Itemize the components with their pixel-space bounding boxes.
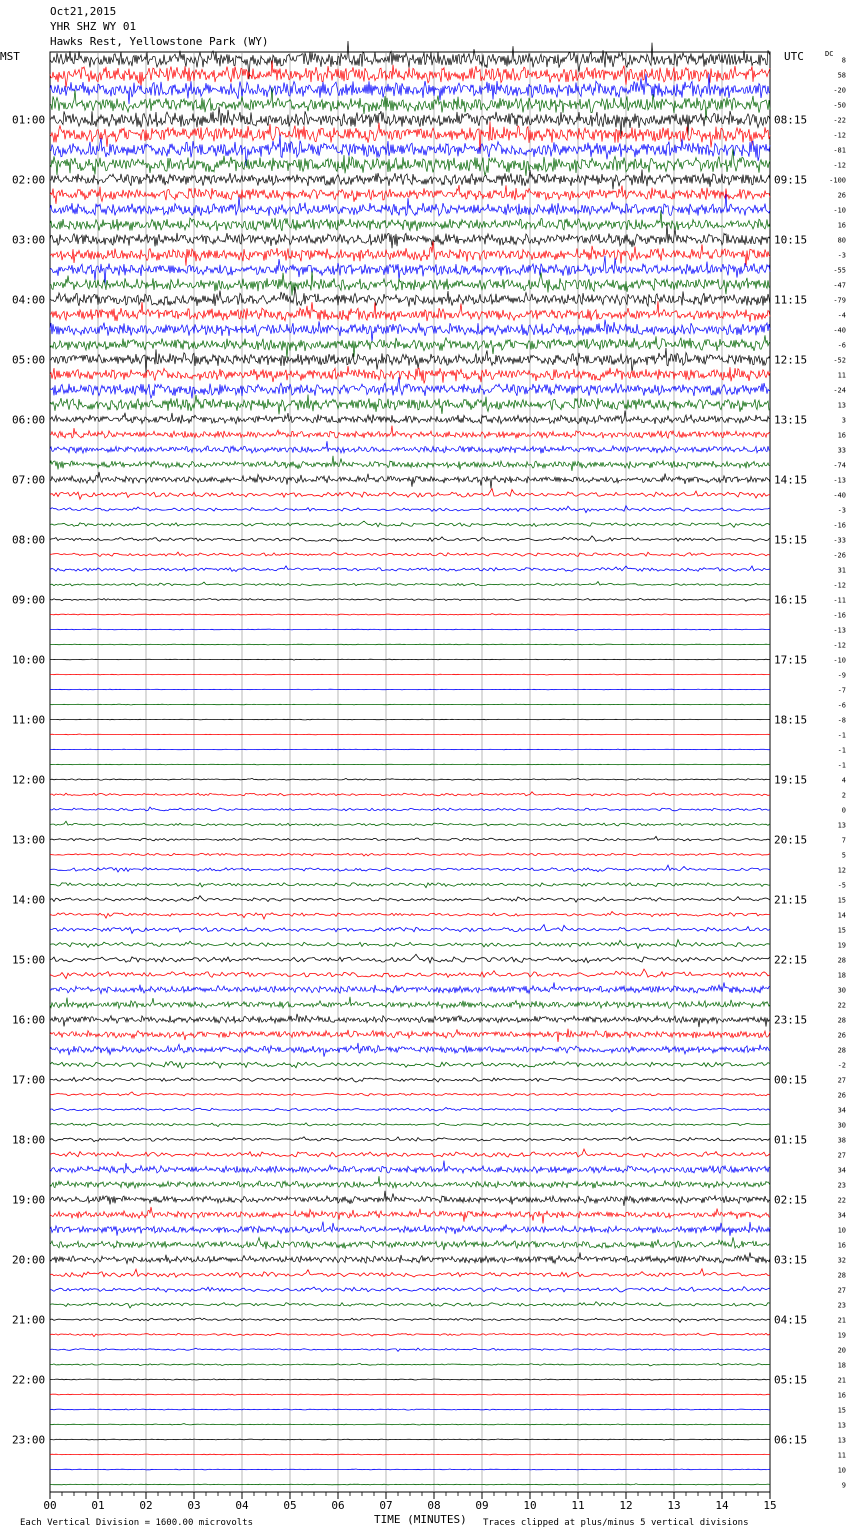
dc-offset-label: -7	[837, 686, 846, 695]
utc-hour-label: 15:15	[774, 533, 808, 547]
mst-hour-label: 15:00	[12, 953, 46, 967]
utc-hour-label: 08:15	[774, 113, 808, 127]
trace-3	[50, 87, 770, 120]
x-tick-label: 06	[331, 1499, 345, 1512]
x-tick-label: 11	[571, 1499, 585, 1512]
trace-94	[50, 1469, 770, 1470]
dc-offset-label: 10	[837, 1226, 846, 1235]
dc-offset-label: 15	[837, 896, 846, 905]
utc-hour-label: 20:15	[774, 833, 808, 847]
trace-78	[50, 1222, 770, 1236]
trace-77	[50, 1207, 770, 1224]
mst-hour-label: 21:00	[12, 1313, 46, 1327]
dc-offset-label: -8	[837, 716, 846, 725]
dc-offset-label: 28	[837, 1016, 846, 1025]
trace-84	[50, 1318, 770, 1322]
mst-hour-label: 18:00	[12, 1133, 46, 1147]
x-axis-label: TIME (MINUTES)	[374, 1513, 467, 1526]
mst-hour-label: 23:00	[12, 1433, 46, 1447]
dc-offset-label: -13	[833, 626, 846, 635]
utc-hour-label: 11:15	[774, 293, 808, 307]
dc-offset-label: -1	[837, 731, 846, 740]
dc-offset-label: -6	[837, 341, 846, 350]
trace-47	[50, 764, 770, 765]
trace-70	[50, 1107, 770, 1111]
dc-offset-label: -81	[833, 146, 846, 155]
dc-offset-label: -3	[837, 251, 846, 260]
trace-46	[50, 749, 770, 750]
trace-32	[50, 536, 770, 541]
trace-81	[50, 1269, 770, 1278]
mst-hour-label: 17:00	[12, 1073, 46, 1087]
axis-ticks	[50, 1492, 770, 1499]
dc-offset-label: 27	[837, 1286, 846, 1295]
mst-hour-label: 16:00	[12, 1013, 46, 1027]
x-tick-label: 00	[43, 1499, 57, 1512]
mst-hour-label: 05:00	[12, 353, 46, 367]
utc-hour-label: 19:15	[774, 773, 808, 787]
utc-hour-label: 12:15	[774, 353, 808, 367]
trace-15	[50, 271, 770, 295]
dc-offset-label: 31	[837, 566, 846, 575]
trace-20	[50, 348, 770, 373]
utc-hour-label: 18:15	[774, 713, 808, 727]
dc-offset-label: 16	[837, 1241, 846, 1250]
trace-23	[50, 395, 770, 415]
dc-offset-label: 38	[837, 1136, 846, 1145]
trace-38	[50, 629, 770, 630]
trace-49	[50, 792, 770, 796]
trace-68	[50, 1077, 770, 1082]
dc-offset-label: 7	[841, 836, 846, 845]
utc-hour-label: 03:15	[774, 1253, 808, 1267]
mst-hour-label: 12:00	[12, 773, 46, 787]
dc-offset-label: -10	[833, 656, 846, 665]
dc-offset-label: 2	[841, 791, 846, 800]
dc-offset-label: 58	[837, 71, 846, 80]
dc-offset-label: 33	[837, 446, 846, 455]
trace-71	[50, 1123, 770, 1127]
dc-offset-label: -9	[837, 671, 846, 680]
utc-hour-label: 09:15	[774, 173, 808, 187]
dc-offset-label: 18	[837, 971, 846, 980]
trace-53	[50, 853, 770, 856]
utc-hour-label: 16:15	[774, 593, 808, 607]
x-tick-label: 02	[139, 1499, 153, 1512]
trace-54	[50, 865, 770, 872]
dc-offset-label: 18	[837, 1361, 846, 1370]
dc-offset-label: -74	[833, 461, 846, 470]
dc-offset-label: -3	[837, 506, 846, 515]
dc-offset-label: -55	[833, 266, 846, 275]
dc-offset-label: 26	[837, 1031, 846, 1040]
dc-offset-label: 15	[837, 926, 846, 935]
dc-offset-label: 32	[837, 1256, 846, 1265]
trace-8	[50, 170, 770, 190]
trace-33	[50, 552, 770, 556]
dc-offset-label: 28	[837, 1046, 846, 1055]
dc-offset-label: -79	[833, 296, 846, 305]
dc-offset-label: 22	[837, 1196, 846, 1205]
right-axis-title: UTC	[784, 50, 804, 63]
trace-60	[50, 954, 770, 963]
trace-85	[50, 1333, 770, 1337]
trace-44	[50, 719, 770, 720]
trace-34	[50, 566, 770, 572]
mst-hour-label: 11:00	[12, 713, 46, 727]
dc-offset-label: -4	[837, 311, 846, 320]
dc-column-title: DC	[825, 50, 834, 58]
mst-hour-label: 01:00	[12, 113, 46, 127]
mst-hour-label: 02:00	[12, 173, 46, 187]
utc-hour-label: 02:15	[774, 1193, 808, 1207]
dc-offset-label: 26	[837, 191, 846, 200]
dc-offset-label: 27	[837, 1151, 846, 1160]
trace-58	[50, 925, 770, 934]
trace-6	[50, 135, 770, 166]
mst-hour-label: 08:00	[12, 533, 46, 547]
dc-offset-label: -5	[837, 881, 846, 890]
dc-offset-label: 34	[837, 1106, 846, 1115]
station-location: Hawks Rest, Yellowstone Park (WY)	[50, 35, 269, 48]
trace-91	[50, 1424, 770, 1425]
utc-hour-label: 10:15	[774, 233, 808, 247]
dc-offset-label: 80	[837, 236, 846, 245]
dc-offset-label: -50	[833, 101, 846, 110]
dc-offset-label: 3	[841, 416, 846, 425]
dc-offset-label: -2	[837, 1061, 846, 1070]
dc-offset-label: 13	[837, 1421, 846, 1430]
trace-45	[50, 734, 770, 735]
dc-offset-label: 28	[837, 1271, 846, 1280]
dc-offset-label: 9	[841, 1481, 846, 1490]
dc-offset-label: 0	[841, 806, 846, 815]
dc-offset-label: 26	[837, 1091, 846, 1100]
dc-offset-label: 30	[837, 1121, 846, 1130]
trace-22	[50, 377, 770, 398]
trace-lines	[50, 41, 770, 1485]
dc-offset-label: 23	[837, 1181, 846, 1190]
dc-offset-label: -16	[833, 521, 846, 530]
dc-offset-label: 16	[837, 431, 846, 440]
dc-offset-label: 23	[837, 1301, 846, 1310]
trace-35	[50, 582, 770, 586]
mst-hour-label: 04:00	[12, 293, 46, 307]
scale-note: Each Vertical Division = 1600.00 microvolts	[20, 1518, 253, 1528]
trace-64	[50, 1014, 770, 1027]
mst-hour-label: 22:00	[12, 1373, 46, 1387]
trace-63	[50, 997, 770, 1009]
trace-31	[50, 521, 770, 527]
dc-offset-label: 11	[837, 371, 846, 380]
dc-offset-label: -16	[833, 611, 846, 620]
trace-25	[50, 426, 770, 439]
mst-hour-label: 10:00	[12, 653, 46, 667]
dc-offset-label: 15	[837, 1406, 846, 1415]
trace-65	[50, 1029, 770, 1042]
trace-95	[50, 1484, 770, 1485]
trace-59	[50, 940, 770, 949]
trace-16	[50, 287, 770, 307]
dc-offset-label: 19	[837, 941, 846, 950]
clip-note: Traces clipped at plus/minus 5 vertical divisions	[483, 1518, 749, 1528]
trace-92	[50, 1439, 770, 1440]
trace-88	[50, 1379, 770, 1380]
x-tick-label: 13	[667, 1499, 681, 1512]
trace-90	[50, 1409, 770, 1410]
trace-52	[50, 836, 770, 841]
trace-75	[50, 1176, 770, 1188]
x-tick-label: 15	[763, 1499, 777, 1512]
trace-72	[50, 1137, 770, 1142]
trace-80	[50, 1252, 770, 1263]
dc-offset-label: -22	[833, 116, 846, 125]
trace-9	[50, 185, 770, 204]
utc-hour-label: 06:15	[774, 1433, 808, 1447]
x-tick-label: 05	[283, 1499, 297, 1512]
dc-offset-label: -12	[833, 581, 846, 590]
dc-offset-label: -100	[829, 176, 846, 185]
x-tick-label: 12	[619, 1499, 633, 1512]
dc-offset-label: 21	[837, 1376, 846, 1385]
trace-56	[50, 896, 770, 902]
dc-offset-label: -10	[833, 206, 846, 215]
x-tick-label: 03	[187, 1499, 201, 1512]
dc-offset-label: 14	[837, 911, 846, 920]
mst-hour-label: 13:00	[12, 833, 46, 847]
x-tick-label: 04	[235, 1499, 249, 1512]
trace-62	[50, 982, 770, 993]
dc-offset-label: 16	[837, 1391, 846, 1400]
trace-55	[50, 883, 770, 888]
trace-43	[50, 704, 770, 705]
utc-hour-label: 00:15	[774, 1073, 808, 1087]
dc-offset-label: 20	[837, 1346, 846, 1355]
trace-87	[50, 1363, 770, 1366]
mst-hour-label: 19:00	[12, 1193, 46, 1207]
trace-69	[50, 1092, 770, 1096]
dc-offset-label: 30	[837, 986, 846, 995]
dc-offset-label: -20	[833, 86, 846, 95]
trace-61	[50, 969, 770, 979]
dc-offset-label: -13	[833, 476, 846, 485]
trace-41	[50, 674, 770, 675]
dc-offset-label: -40	[833, 326, 846, 335]
x-tick-label: 09	[475, 1499, 489, 1512]
trace-51	[50, 821, 770, 826]
trace-30	[50, 506, 770, 513]
dc-offset-label: 12	[837, 866, 846, 875]
dc-offset-label: -40	[833, 491, 846, 500]
dc-offset-label: -6	[837, 701, 846, 710]
trace-50	[50, 807, 770, 811]
x-tick-label: 08	[427, 1499, 441, 1512]
dc-offset-label: 16	[837, 221, 846, 230]
mst-hour-label: 03:00	[12, 233, 46, 247]
trace-82	[50, 1287, 770, 1293]
x-tick-label: 14	[715, 1499, 729, 1512]
trace-67	[50, 1062, 770, 1069]
dc-offset-label: -1	[837, 746, 846, 755]
trace-11	[50, 210, 770, 231]
trace-93	[50, 1454, 770, 1455]
trace-74	[50, 1161, 770, 1174]
dc-offset-label: 4	[841, 776, 846, 785]
axis-labels	[12, 57, 846, 1513]
dc-offset-label: -24	[833, 386, 846, 395]
trace-40	[50, 659, 770, 660]
utc-hour-label: 14:15	[774, 473, 808, 487]
utc-hour-label: 05:15	[774, 1373, 808, 1387]
utc-hour-label: 23:15	[774, 1013, 808, 1027]
trace-39	[50, 644, 770, 645]
dc-offset-label: 8	[841, 56, 846, 65]
trace-76	[50, 1191, 770, 1206]
mst-hour-label: 06:00	[12, 413, 46, 427]
left-axis-title: MST	[0, 50, 20, 63]
trace-27	[50, 456, 770, 471]
dc-offset-label: 11	[837, 1451, 846, 1460]
trace-36	[50, 598, 770, 601]
trace-28	[50, 472, 770, 489]
dc-offset-label: -12	[833, 161, 846, 170]
utc-hour-label: 22:15	[774, 953, 808, 967]
trace-57	[50, 912, 770, 920]
dc-offset-label: 22	[837, 1001, 846, 1010]
mst-hour-label: 07:00	[12, 473, 46, 487]
trace-37	[50, 614, 770, 615]
dc-offset-label: -12	[833, 131, 846, 140]
x-tick-label: 07	[379, 1499, 393, 1512]
station-id: YHR SHZ WY 01	[50, 20, 137, 33]
trace-26	[50, 441, 770, 453]
dc-offset-label: -26	[833, 551, 846, 560]
trace-19	[50, 335, 770, 357]
trace-29	[50, 489, 770, 500]
utc-hour-label: 21:15	[774, 893, 808, 907]
dc-offset-label: 28	[837, 956, 846, 965]
mst-hour-label: 14:00	[12, 893, 46, 907]
trace-79	[50, 1237, 770, 1250]
dc-offset-label: -47	[833, 281, 846, 290]
trace-24	[50, 411, 770, 425]
dc-offset-label: -52	[833, 356, 846, 365]
mst-hour-label: 20:00	[12, 1253, 46, 1267]
dc-offset-label: 13	[837, 1436, 846, 1445]
trace-73	[50, 1149, 770, 1157]
trace-83	[50, 1302, 770, 1308]
trace-66	[50, 1043, 770, 1057]
utc-hour-label: 04:15	[774, 1313, 808, 1327]
dc-offset-label: 27	[837, 1076, 846, 1085]
dc-offset-label: 19	[837, 1331, 846, 1340]
trace-86	[50, 1348, 770, 1351]
dc-offset-label: -12	[833, 641, 846, 650]
dc-offset-label: 13	[837, 821, 846, 830]
dc-offset-label: 5	[841, 851, 846, 860]
dc-offset-label: 34	[837, 1166, 846, 1175]
dc-offset-label: -1	[837, 761, 846, 770]
dc-offset-label: -11	[833, 596, 846, 605]
utc-hour-label: 01:15	[774, 1133, 808, 1147]
trace-89	[50, 1394, 770, 1395]
dc-offset-label: 13	[837, 401, 846, 410]
trace-42	[50, 689, 770, 690]
utc-hour-label: 13:15	[774, 413, 808, 427]
plot-date: Oct21,2015	[50, 5, 117, 18]
dc-offset-label: 10	[837, 1466, 846, 1475]
utc-hour-label: 17:15	[774, 653, 808, 667]
x-tick-label: 10	[523, 1499, 537, 1512]
trace-21	[50, 366, 770, 383]
dc-offset-label: -33	[833, 536, 846, 545]
trace-48	[50, 778, 770, 780]
mst-hour-label: 09:00	[12, 593, 46, 607]
dc-offset-label: 21	[837, 1316, 846, 1325]
x-tick-label: 01	[91, 1499, 105, 1512]
trace-13	[50, 241, 770, 267]
dc-offset-label: 34	[837, 1211, 846, 1220]
